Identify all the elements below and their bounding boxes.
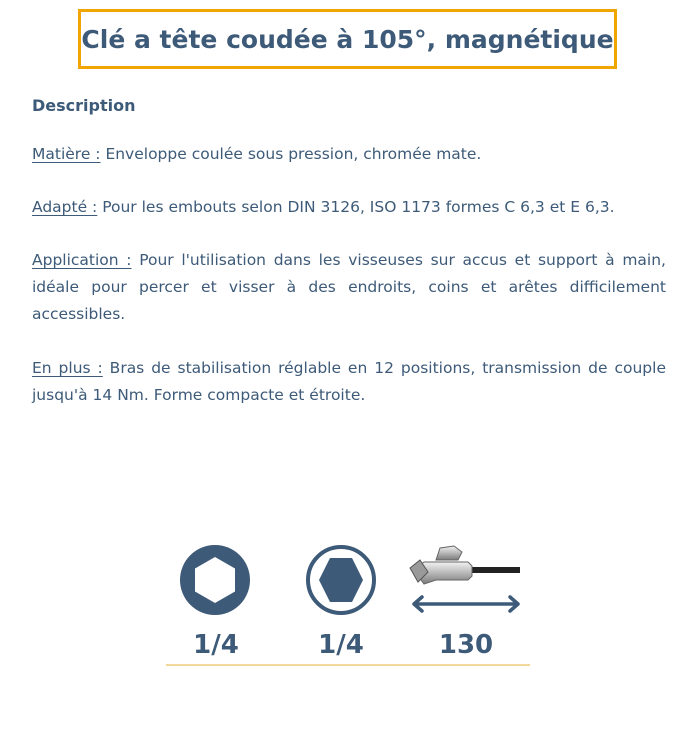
label-adapted: Adapté : — [32, 198, 98, 216]
text-material: Enveloppe coulée sous pression, chromée mate. — [100, 145, 482, 163]
spec-value-drive: 1/4 — [318, 630, 364, 660]
label-extra: En plus : — [32, 359, 103, 377]
text-adapted: Pour les embouts selon DIN 3126, ISO 1173 formes C 6,3 et E 6,3. — [97, 198, 615, 216]
hex-socket-icon — [179, 544, 251, 616]
label-material: Matière : — [32, 145, 101, 163]
hex-drive-icon — [305, 544, 377, 616]
spec-underline — [166, 664, 530, 666]
spec-value-length: 130 — [438, 630, 494, 660]
angle-wrench-length-icon — [406, 542, 526, 616]
paragraph-material — [32, 141, 666, 168]
spec-value-socket: 1/4 — [193, 630, 239, 660]
text-application: Pour l'utilisation dans les visseuses sur accus et support à main, idéale pour percer et visser à des endroits, coins et arêtes difficilement accessibles. — [32, 251, 666, 323]
paragraph-adapted — [32, 194, 666, 221]
label-application: Application : — [32, 251, 132, 269]
paragraph-extra — [32, 355, 666, 409]
page-title: Clé a tête coudée à 105°, magnétique — [81, 24, 614, 54]
paragraph-application — [32, 247, 666, 328]
description-heading: Description — [32, 96, 136, 115]
spec-row — [166, 540, 530, 670]
title-box — [78, 9, 617, 69]
text-extra: Bras de stabilisation réglable en 12 positions, transmission de couple jusqu'à 14 Nm. Forme compacte et étroite. — [32, 359, 666, 404]
